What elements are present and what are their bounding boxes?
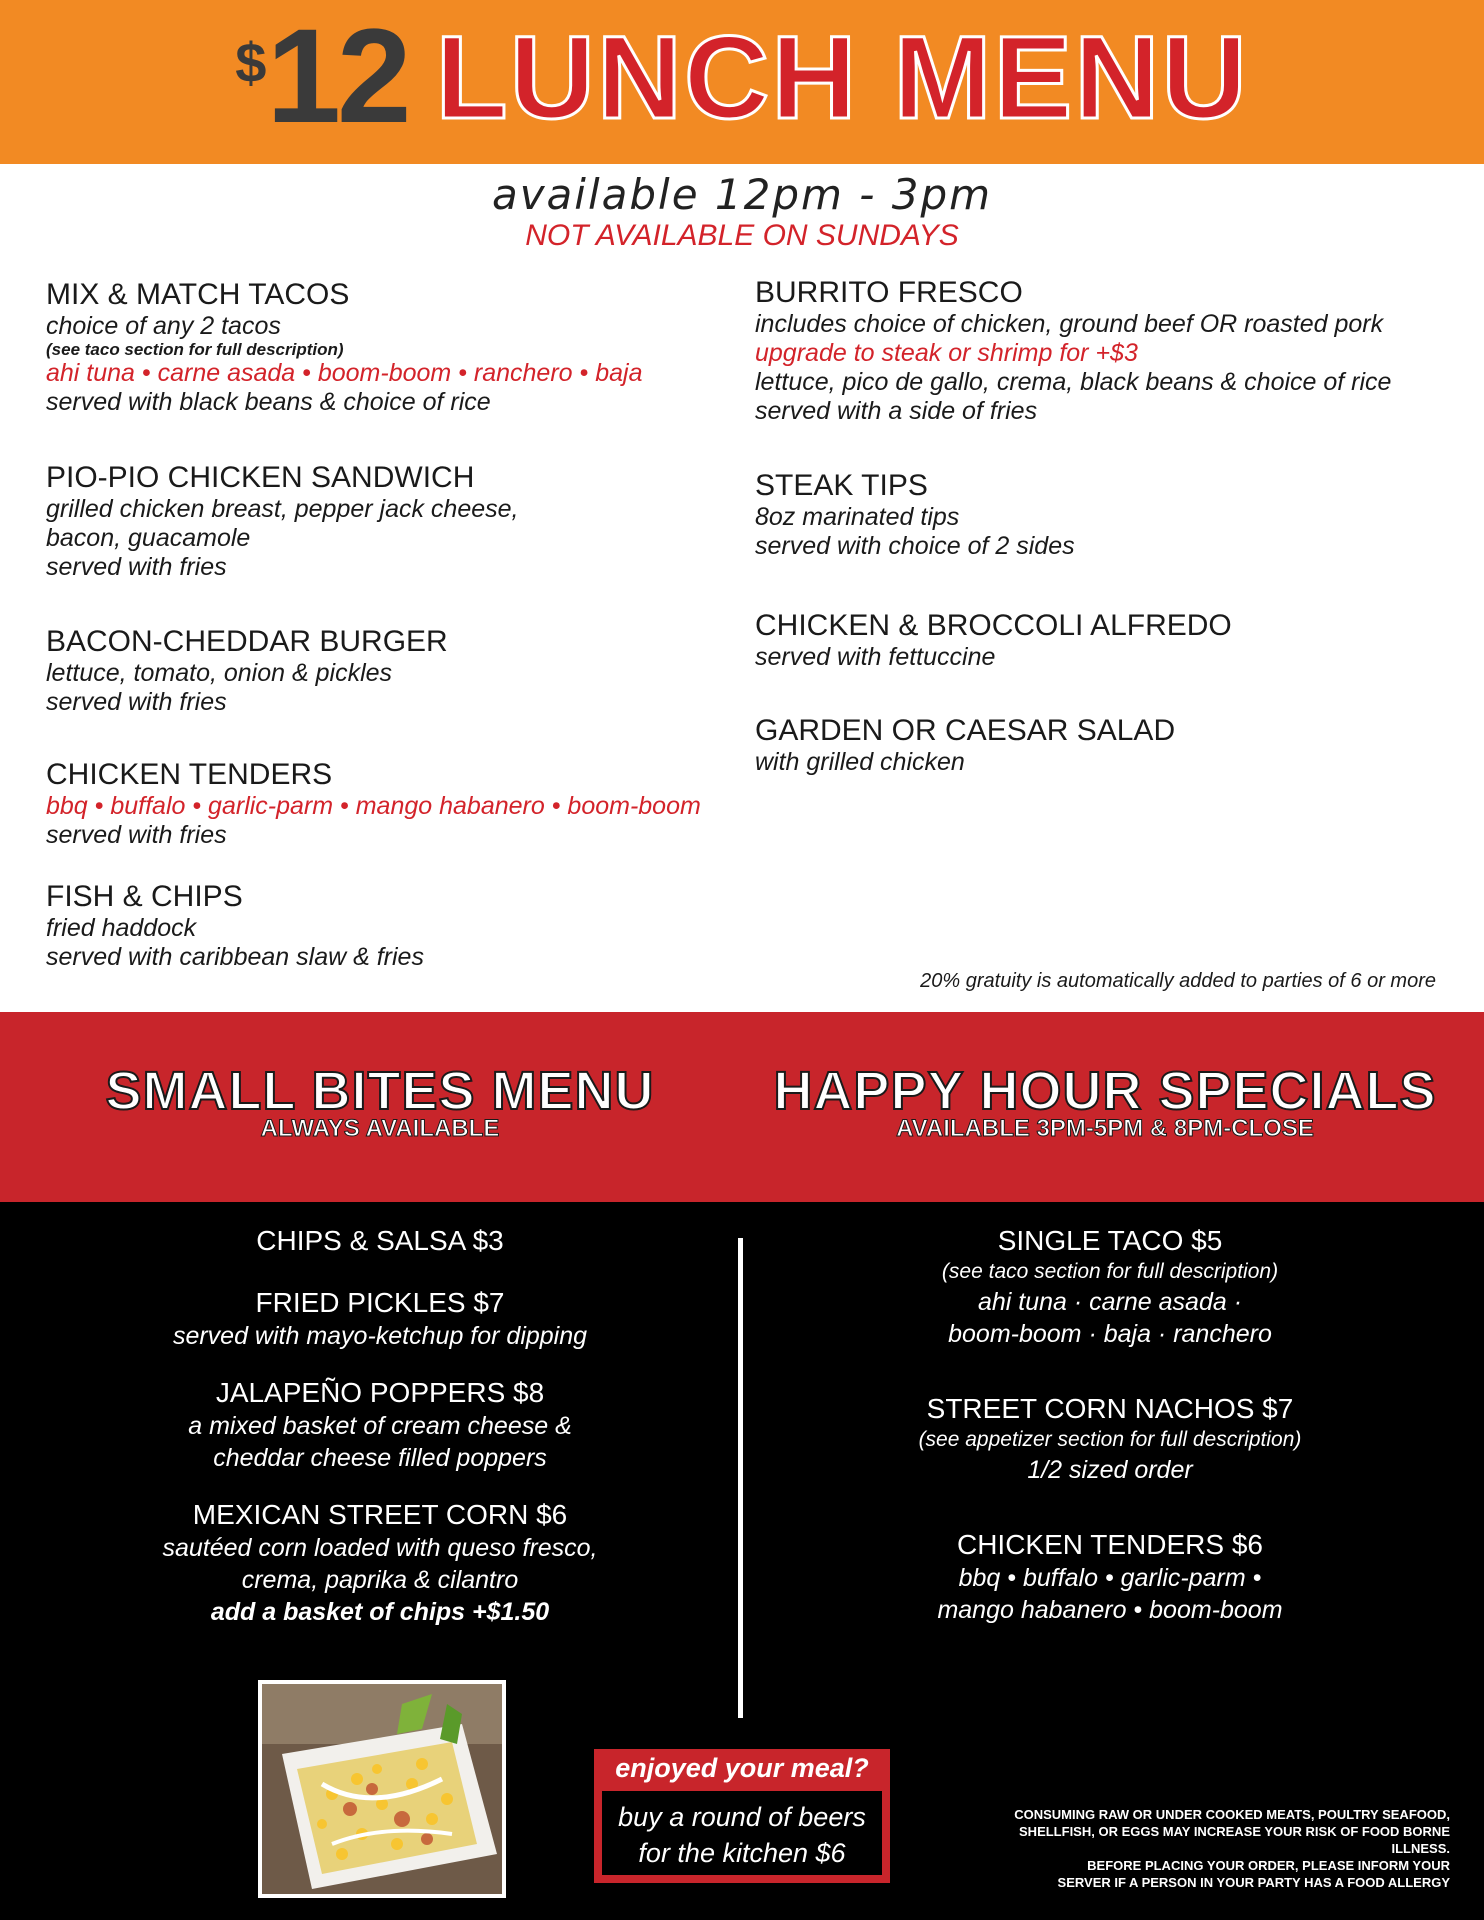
special-item-description: (see appetizer section for full description)	[918, 1428, 1302, 1451]
specials-section	[0, 1202, 1484, 1920]
top-banner	[0, 0, 1484, 164]
menu-item	[755, 714, 1175, 777]
street-corn-photo	[258, 1680, 506, 1898]
menu-item-name: BURRITO FRESCO	[755, 276, 1023, 309]
special-item-name: SINGLE TACO $5	[997, 1225, 1223, 1256]
menu-item-description: includes choice of chicken, ground beef OR roasted pork	[755, 310, 1384, 338]
menu-item	[46, 758, 701, 850]
promo-title: enjoyed your meal?	[615, 1753, 869, 1783]
gratuity-note: 20% gratuity is automatically added to parties of 6 or more	[920, 970, 1436, 992]
special-item	[830, 1224, 1390, 1350]
special-item-description: 1/2 sized order	[1027, 1456, 1193, 1484]
special-item-name: JALAPEÑO POPPERS $8	[215, 1377, 545, 1408]
special-item-description: boom-boom · baja · ranchero	[948, 1320, 1272, 1348]
happy-hour-list	[830, 1224, 1390, 1626]
menu-item	[755, 276, 1391, 426]
sunday-restriction: NOT AVAILABLE ON SUNDAYS	[525, 219, 959, 252]
menu-item-description: grilled chicken breast, pepper jack cheese,	[46, 495, 519, 523]
promo-line-2: for the kitchen $6	[638, 1838, 846, 1868]
menu-item-description: served with a side of fries	[755, 397, 1038, 425]
allergy-line: SERVER IF A PERSON IN YOUR PARTY HAS A FOOD ALLERGY	[1057, 1875, 1450, 1890]
menu-item-name: BACON-CHEDDAR BURGER	[46, 625, 448, 658]
special-item	[100, 1224, 660, 1258]
menu-item-name: MIX & MATCH TACOS	[46, 278, 350, 311]
availability-hours: available 12pm - 3pm	[491, 170, 993, 219]
special-item-description: bbq • buffalo • garlic-parm •	[958, 1564, 1262, 1592]
allergy-notice	[970, 1806, 1450, 1891]
happy-hour-subtitle: AVAILABLE 3PM-5PM & 8PM-CLOSE	[896, 1115, 1314, 1142]
allergy-line: CONSUMING RAW OR UNDER COOKED MEATS, POULTRY SEAFOOD,	[1014, 1807, 1450, 1822]
menu-item-description: served with fettuccine	[755, 643, 996, 671]
menu-item-description: served with fries	[46, 553, 227, 581]
special-item-description: cheddar cheese filled poppers	[213, 1444, 547, 1472]
section-header-band	[0, 1012, 1484, 1202]
allergy-line: BEFORE PLACING YOUR ORDER, PLEASE INFORM YOUR	[1087, 1858, 1450, 1873]
promo-box	[594, 1749, 890, 1883]
menu-item-description: served with choice of 2 sides	[755, 532, 1075, 560]
menu-item-name: GARDEN OR CAESAR SALAD	[755, 714, 1176, 747]
special-item-name: MEXICAN STREET CORN $6	[192, 1499, 568, 1530]
menu-item-description: (see taco section for full description)	[46, 340, 344, 359]
menu-item-description: choice of any 2 tacos	[46, 312, 281, 340]
small-bites-title: SMALL BITES MENU	[105, 1061, 655, 1121]
special-item-description: a mixed basket of cream cheese &	[188, 1412, 572, 1440]
lunch-menu-title: LUNCH MENU	[435, 12, 1249, 144]
menu-title	[0, 2, 1484, 151]
special-item-name: STREET CORN NACHOS $7	[926, 1393, 1294, 1424]
special-item-description: served with mayo-ketchup for dipping	[172, 1322, 588, 1350]
small-bites-list	[100, 1224, 660, 1628]
street-corn-image	[262, 1684, 502, 1894]
menu-item-description: served with black beans & choice of rice	[46, 388, 491, 416]
menu-item-name: CHICKEN TENDERS	[46, 758, 333, 791]
happy-hour-title: HAPPY HOUR SPECIALS	[773, 1061, 1437, 1121]
menu-item-description: served with caribbean slaw & fries	[46, 943, 424, 971]
menu-item-description: lettuce, tomato, onion & pickles	[46, 659, 393, 687]
special-item-description: mango habanero • boom-boom	[937, 1596, 1283, 1624]
menu-item-description: lettuce, pico de gallo, crema, black beans & choice of rice	[755, 368, 1392, 396]
menu-item-description: served with fries	[46, 821, 227, 849]
promo-line-1: buy a round of beers	[618, 1802, 866, 1832]
menu-item-name: PIO-PIO CHICKEN SANDWICH	[46, 461, 475, 494]
special-item-description: ahi tuna · carne asada ·	[977, 1288, 1243, 1316]
special-item-description: (see taco section for full description)	[941, 1260, 1279, 1283]
special-item-description: add a basket of chips +$1.50	[210, 1598, 550, 1626]
small-bites-header	[80, 1062, 680, 1142]
special-item	[100, 1498, 660, 1628]
price-symbol: $	[235, 31, 267, 94]
menu-item	[46, 880, 424, 972]
small-bites-subtitle: ALWAYS AVAILABLE	[260, 1115, 500, 1142]
menu-item-name: FISH & CHIPS	[46, 880, 243, 913]
price-value: 12	[266, 2, 408, 151]
menu-item	[46, 278, 642, 417]
menu-item-description: 8oz marinated tips	[755, 503, 960, 531]
menu-item-description: bacon, guacamole	[46, 524, 251, 552]
special-item-name: CHICKEN TENDERS $6	[956, 1529, 1263, 1560]
menu-item-options: bbq • buffalo • garlic-parm • mango habanero • boom-boom	[46, 792, 701, 820]
special-item	[830, 1528, 1390, 1626]
special-item	[100, 1376, 660, 1474]
menu-item-options: ahi tuna • carne asada • boom-boom • ranchero • baja	[46, 359, 643, 387]
menu-item-options: upgrade to steak or shrimp for +$3	[755, 339, 1138, 367]
special-item-name: CHIPS & SALSA $3	[256, 1225, 504, 1256]
column-divider	[738, 1238, 743, 1718]
menu-item-description: served with fries	[46, 688, 227, 716]
menu-item	[46, 625, 448, 717]
happy-hour-header	[760, 1062, 1450, 1142]
menu-item	[46, 461, 519, 582]
special-item	[100, 1286, 660, 1352]
menu-item	[755, 469, 1075, 561]
special-item	[830, 1392, 1390, 1486]
special-item-description: crema, paprika & cilantro	[241, 1566, 519, 1594]
special-item-name: FRIED PICKLES $7	[255, 1287, 505, 1318]
menu-item-description: with grilled chicken	[755, 748, 965, 776]
allergy-line: SHELLFISH, OR EGGS MAY INCREASE YOUR RISK OF FOOD BORNE ILLNESS.	[1019, 1824, 1450, 1856]
special-item-description: sautéed corn loaded with queso fresco,	[162, 1534, 598, 1562]
promo-body	[602, 1791, 882, 1875]
menu-item-name: CHICKEN & BROCCOLI ALFREDO	[755, 609, 1232, 642]
menu-item	[755, 609, 1232, 672]
menu-item-name: STEAK TIPS	[755, 469, 928, 502]
menu-item-description: fried haddock	[46, 914, 197, 942]
